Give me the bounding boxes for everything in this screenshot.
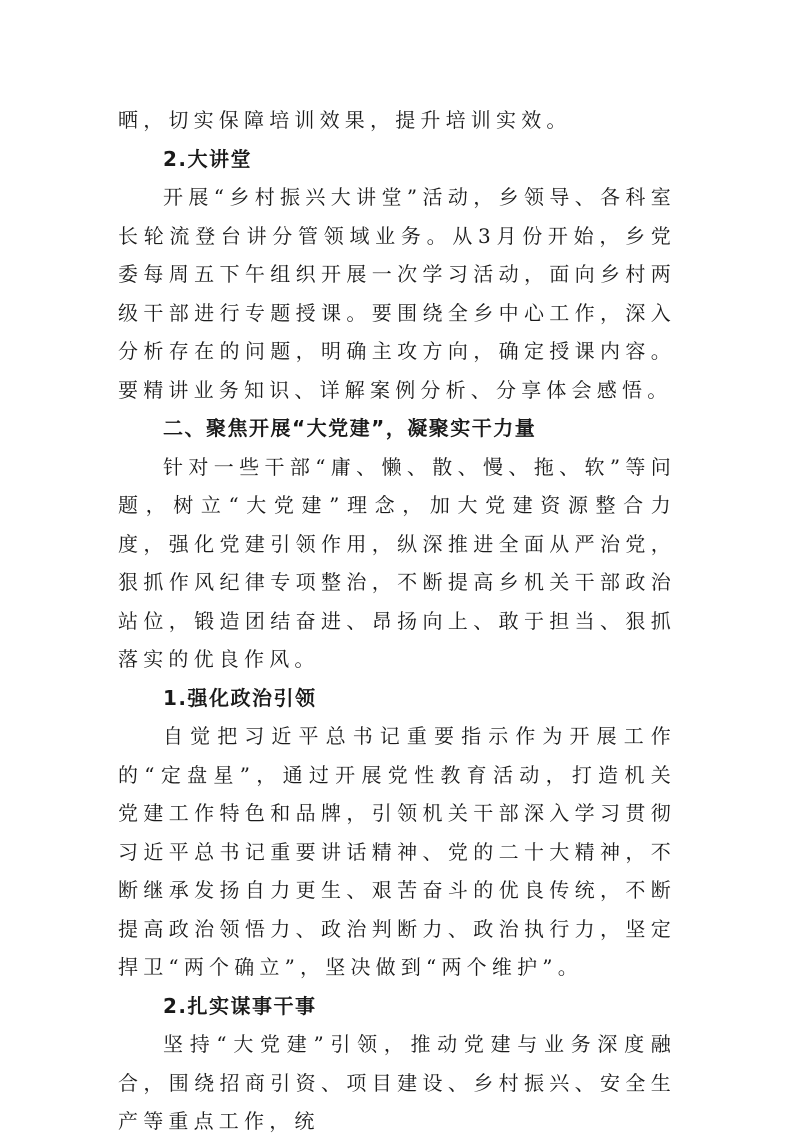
paragraph-continuation: 晒，切实保障培训效果，提升培训实效。 (118, 108, 572, 132)
heading-political-guidance: 1.强化政治引领 (163, 685, 317, 710)
heading-solid-work: 2.扎实谋事干事 (163, 993, 317, 1018)
paragraph-political-guidance: 自觉把习近平总书记重要指示作为开展工作的“定盘星”，通过开展党性教育活动，打造机关党建工作特色和品牌，引领机关干部深入学习贯彻习近平总书记重要讲话精神、党的二十大精神，不断继承发扬自力更生、艰苦奋斗的优良传统，不断提高政治领悟力、政治判断力、政治执行力，坚定捍卫“两个确立”，坚决做到“两个维护”。 (118, 724, 676, 979)
document-page (118, 101, 676, 1141)
heading-party-building: 二、聚焦开展“大党建”，凝聚实干力量 (163, 416, 537, 440)
paragraph-lecture-hall: 开展“乡村振兴大讲堂”活动，乡领导、各科室长轮流登台讲分管领域业务。从3月份开始，乡党委每周五下午组织开展一次学习活动，面向乡村两级干部进行专题授课。要围绕全乡中心工作，深入分析存在的问题，明确主攻方向，确定授课内容。要精讲业务知识、详解案例分析、分享体会感悟。 (118, 185, 676, 402)
paragraph-party-building: 针对一些干部“庸、懒、散、慢、拖、软”等问题，树立“大党建”理念，加大党建资源整合力度，强化党建引领作用，纵深推进全面从严治党，狠抓作风纪律专项整治，不断提高乡机关干部政治站位，锻造团结奋进、昂扬向上、敢于担当、狠抓落实的优良作风。 (118, 454, 676, 671)
heading-lecture-hall: 2.大讲堂 (163, 146, 253, 171)
paragraph-solid-work: 坚持“大党建”引领，推动党建与业务深度融合，围绕招商引资、项目建设、乡村振兴、安全生产等重点工作，统 (118, 1032, 676, 1133)
